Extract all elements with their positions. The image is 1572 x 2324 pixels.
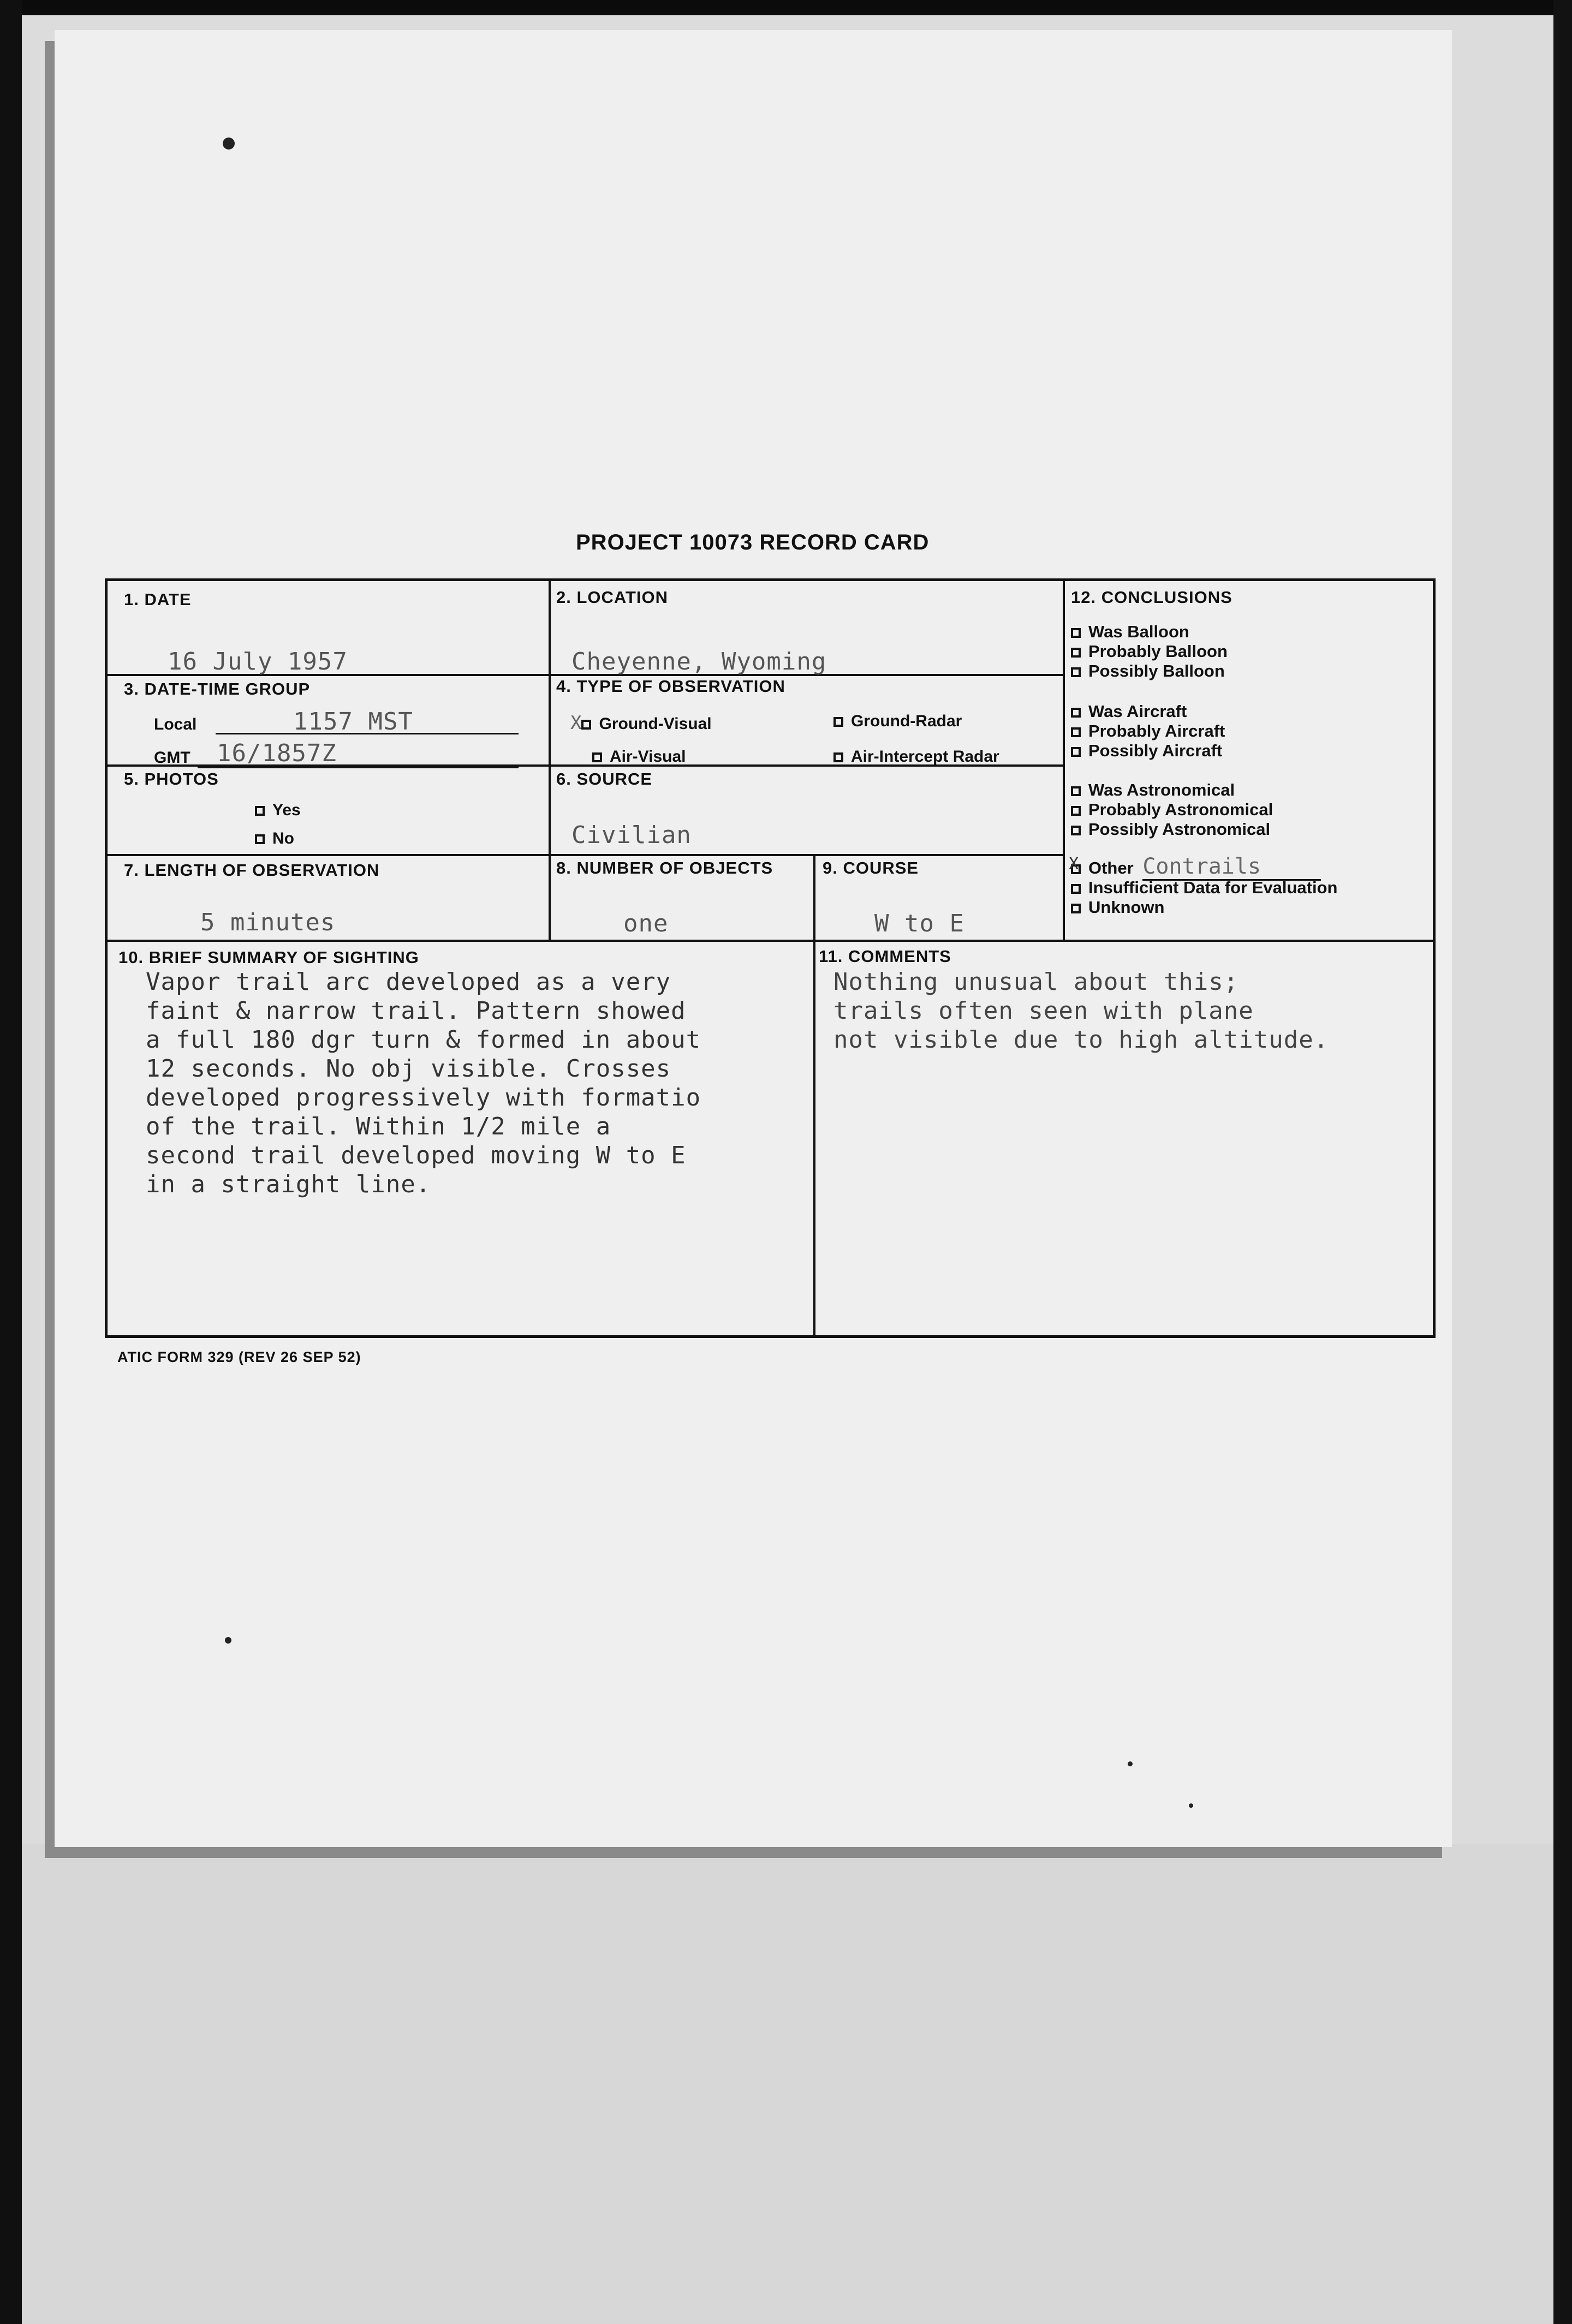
film-border-top — [0, 0, 1572, 15]
date-label: 1. DATE — [124, 590, 192, 609]
conclusion-group-other — [1069, 854, 1338, 917]
conclusion-label: Was Astronomical — [1088, 780, 1235, 799]
photos-yes-label: Yes — [272, 801, 301, 819]
conclusion-label: Other — [1088, 858, 1134, 877]
grid-line — [108, 940, 1436, 942]
checkbox[interactable] — [1071, 708, 1081, 718]
summary-text — [146, 967, 701, 1199]
grid-line — [549, 581, 551, 940]
checkbox[interactable] — [581, 720, 591, 730]
summary-line: faint & narrow trail. Pattern showed — [146, 997, 686, 1025]
comments-line: trails often seen with plane — [833, 997, 1254, 1025]
summary-line: Vapor trail arc developed as a very — [146, 968, 671, 996]
location-value: Cheyenne, Wyoming — [571, 648, 827, 676]
comments-text — [833, 967, 1329, 1054]
conclusion-probably-astronomical[interactable] — [1071, 800, 1273, 820]
local-value: 1157 MST — [293, 708, 413, 736]
grid-line — [108, 854, 1064, 856]
conclusion-label: Was Aircraft — [1088, 702, 1187, 721]
source-label: 6. SOURCE — [556, 769, 653, 788]
dtg-label: 3. DATE-TIME GROUP — [124, 679, 311, 698]
record-card-form — [105, 578, 1436, 1338]
local-label: Local — [154, 715, 197, 733]
film-border-right — [1553, 0, 1572, 2324]
summary-line: a full 180 dgr turn & formed in about — [146, 1026, 701, 1054]
conclusion-possibly-astronomical[interactable] — [1071, 820, 1273, 839]
ground-visual-label: Ground-Visual — [599, 715, 712, 733]
conclusion-was-astronomical[interactable] — [1071, 780, 1273, 800]
checkbox[interactable] — [255, 834, 265, 844]
ground-radar-label: Ground-Radar — [851, 712, 962, 730]
form-id: ATIC FORM 329 (REV 26 SEP 52) — [117, 1349, 361, 1365]
checkbox[interactable] — [1071, 628, 1081, 638]
source-value: Civilian — [571, 821, 692, 849]
checkbox[interactable] — [1071, 667, 1081, 677]
conclusion-other[interactable] — [1069, 854, 1337, 879]
summary-line: 12 seconds. No obj visible. Crosses — [146, 1055, 671, 1083]
length-label: 7. LENGTH OF OBSERVATION — [124, 861, 380, 880]
air-visual-label: Air-Visual — [610, 748, 686, 766]
card-title: PROJECT 10073 RECORD CARD — [576, 530, 930, 554]
comments-label: 11. COMMENTS — [819, 947, 951, 966]
conclusion-unknown[interactable] — [1071, 898, 1337, 917]
conclusion-group-astronomical — [1071, 780, 1273, 839]
conclusion-possibly-aircraft[interactable] — [1071, 741, 1225, 761]
checkbox[interactable] — [1071, 786, 1081, 796]
checkbox[interactable] — [1071, 806, 1081, 816]
dust-speck — [1128, 1761, 1133, 1766]
conclusion-group-balloon — [1071, 622, 1228, 681]
checkbox[interactable] — [1071, 727, 1081, 737]
option-air-intercept — [833, 748, 999, 766]
dust-speck — [225, 1637, 231, 1644]
option-air-visual — [592, 748, 686, 766]
option-ground-visual — [570, 712, 712, 734]
conclusion-label: Unknown — [1088, 898, 1165, 917]
conclusion-label: Possibly Balloon — [1088, 661, 1225, 680]
conclusion-insufficient-data[interactable] — [1071, 878, 1337, 898]
conclusion-label: Probably Astronomical — [1088, 800, 1273, 819]
type-label: 4. TYPE OF OBSERVATION — [556, 677, 785, 696]
conclusion-label: Probably Aircraft — [1088, 721, 1225, 740]
checkbox[interactable] — [592, 752, 602, 762]
location-label: 2. LOCATION — [556, 588, 669, 607]
conclusions-label: 12. CONCLUSIONS — [1071, 588, 1232, 607]
option-photos-no — [255, 829, 294, 848]
summary-label: 10. BRIEF SUMMARY OF SIGHTING — [118, 948, 419, 967]
conclusion-possibly-balloon[interactable] — [1071, 661, 1228, 681]
length-value: 5 minutes — [200, 909, 336, 936]
dust-speck — [223, 138, 235, 150]
photos-no-label: No — [272, 829, 294, 847]
conclusion-label: Possibly Astronomical — [1088, 820, 1271, 839]
summary-line: in a straight line. — [146, 1170, 431, 1198]
objects-value: one — [623, 910, 669, 937]
option-photos-yes — [255, 801, 301, 820]
conclusion-label: Possibly Aircraft — [1088, 741, 1223, 760]
background-surface — [22, 1844, 1553, 2324]
grid-line — [1063, 581, 1065, 940]
gmt-value: 16/1857Z — [217, 739, 337, 767]
conclusion-probably-balloon[interactable] — [1071, 642, 1228, 661]
conclusion-probably-aircraft[interactable] — [1071, 721, 1225, 741]
checkbox[interactable] — [1071, 826, 1081, 835]
conclusion-was-balloon[interactable] — [1071, 622, 1228, 642]
checkbox[interactable] — [833, 752, 843, 762]
summary-line: second trail developed moving W to E — [146, 1142, 686, 1169]
film-border-left — [0, 0, 22, 2324]
checkbox[interactable] — [1071, 884, 1081, 894]
conclusion-label: Insufficient Data for Evaluation — [1088, 878, 1338, 897]
course-value: W to E — [874, 910, 964, 937]
date-value: 16 July 1957 — [168, 648, 348, 676]
other-mark: X — [1069, 855, 1079, 874]
conclusion-label: Probably Balloon — [1088, 642, 1228, 661]
conclusion-label: Was Balloon — [1088, 622, 1189, 641]
checkbox[interactable] — [833, 717, 843, 727]
comments-line: Nothing unusual about this; — [833, 968, 1239, 996]
air-intercept-label: Air-Intercept Radar — [851, 748, 999, 766]
objects-label: 8. NUMBER OF OBJECTS — [556, 858, 773, 877]
checkbox[interactable] — [1071, 648, 1081, 658]
comments-line: not visible due to high altitude. — [833, 1026, 1329, 1054]
course-label: 9. COURSE — [823, 858, 919, 877]
other-value: Contrails — [1142, 854, 1321, 881]
conclusion-group-aircraft — [1071, 702, 1225, 761]
option-ground-radar — [833, 712, 962, 731]
gmt-label: GMT — [154, 749, 190, 767]
ground-visual-mark: X — [570, 712, 582, 734]
photos-label: 5. PHOTOS — [124, 769, 219, 788]
checkbox[interactable] — [1071, 904, 1081, 913]
checkbox[interactable] — [1071, 747, 1081, 757]
summary-line: of the trail. Within 1/2 mile a — [146, 1113, 611, 1140]
grid-line — [813, 854, 815, 1338]
conclusion-was-aircraft[interactable] — [1071, 702, 1225, 721]
dust-speck — [1189, 1803, 1193, 1808]
summary-line: developed progressively with formatio — [146, 1084, 701, 1112]
checkbox[interactable] — [255, 806, 265, 816]
